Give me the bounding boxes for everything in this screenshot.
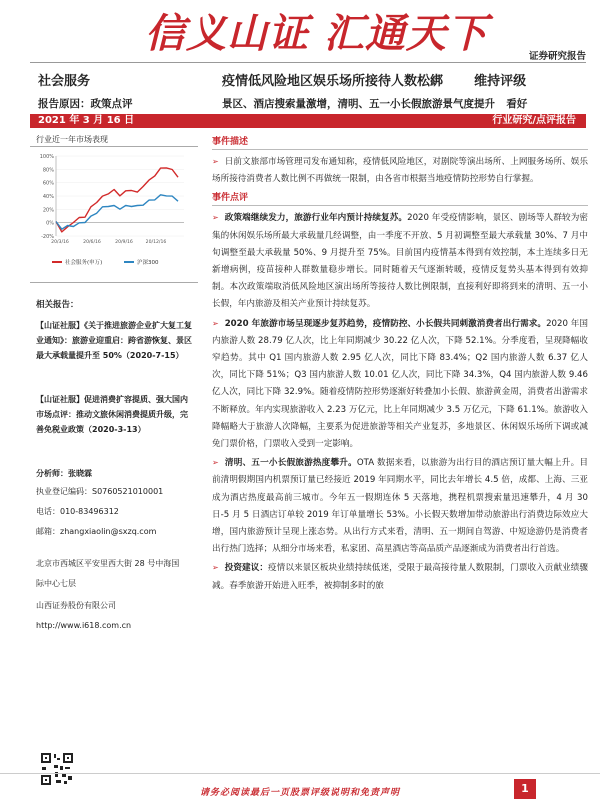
y-tick-label: 20%	[42, 207, 54, 214]
header-divider	[30, 62, 586, 63]
y-tick-label: 40%	[42, 194, 54, 200]
sidebar-divider	[30, 282, 198, 283]
paragraph-1	[212, 209, 588, 313]
related-tag: 【山证社服】	[36, 395, 84, 404]
performance-chart	[32, 148, 192, 273]
report-date: 2021 年 3 月 16 日	[38, 115, 135, 126]
y-tick-label: 80%	[42, 167, 54, 174]
x-tick-label: 20/6/16	[83, 240, 101, 245]
bullet-icon: ➢	[212, 563, 219, 573]
x-tick-label: 20/3/16	[51, 240, 69, 245]
para-lead: 投资建议：	[224, 563, 269, 574]
event-text: 日前文旅部市场管理司发布通知称，疫情低风险地区，对剧院等演出场所、上网服务场所、娱乐场所接待消费者人数比例不再做统一限制，由各省市根据当地疫情防控形势自行掌握。	[212, 157, 588, 185]
related-tag: 【山证社服】	[36, 321, 84, 330]
bullet-icon: ➢	[212, 458, 219, 468]
outlook: 看好	[506, 98, 528, 110]
analyst-phone: 电话：010-83496312	[36, 507, 119, 516]
related-head: 相关报告：	[36, 300, 79, 310]
address-line-1: 北京市西城区平安里西大街 28 号中海国	[36, 559, 180, 568]
report-type: 证券研究报告	[528, 51, 586, 62]
bullet-icon: ➢	[212, 157, 219, 166]
y-tick-label: 60%	[42, 180, 54, 187]
disclaimer-text: 请务必阅读最后一页股票评级说明和免责声明	[200, 788, 401, 798]
company-website[interactable]: http://www.i618.com.cn	[36, 621, 132, 630]
para-text: 2020 年受疫情影响，景区、剧场等人群较为密集的休闲娱乐场所最大承载量几经调整，由一季度不开放、5 月初调整至最大承载量 30%、7 月中旬调整至最大承载量 50%、9 月提升至 75%。目前国内疫情基本得到有效控制，本土连续多日无新增病例，疫苗接种人群数量稳步增长。同时随着天气逐渐转暖，疫情反复势头基本得到有效抑制。本次政策端取消低风险地区演出场所等接待人数比例限制，直接利好即将到来的清明、五一小长假，年内旅游及相关产业预计持续复苏。	[212, 213, 588, 310]
para-lead: 政策端继续发力，旅游行业年内预计持续复苏。	[224, 213, 408, 224]
y-tick-label: 0%	[46, 220, 54, 227]
report-subtitle	[222, 96, 527, 111]
bullet-icon: ➢	[212, 318, 219, 328]
analyst-name: 分析师：张晓霖	[36, 469, 92, 478]
series-line-index	[56, 195, 178, 229]
related-text: 促进消费扩容提质、强大国内市场点评：推动文旅休闲消费提质升级，完善免税业政策（2020-3-13）	[36, 395, 188, 434]
analyst-license: 执业登记编码：S0760521010001	[36, 487, 164, 496]
report-category: 行业研究/点评报告	[492, 115, 576, 126]
report-reason: 报告原因：政策点评	[38, 98, 133, 110]
y-tick-label: 100%	[39, 154, 54, 160]
brand-logo: 信义山证 汇通天下	[145, 10, 488, 57]
x-tick-label: 20/9/16	[115, 240, 133, 245]
footer-divider	[0, 773, 600, 774]
paragraph-4	[212, 559, 588, 594]
rating: 维持评级	[474, 74, 527, 89]
legend-label: 沪深300	[137, 260, 159, 266]
sidebar-divider	[30, 146, 198, 147]
y-tick-label: -20%	[41, 234, 54, 240]
paragraph-2	[212, 315, 588, 454]
address-line-2: 际中心七层	[36, 579, 76, 588]
page-number: 1	[514, 779, 536, 799]
x-tick-label: 20/12/16	[145, 240, 167, 245]
perf-title: 行业近一年市场表现	[36, 135, 108, 144]
qr-code-icon	[40, 752, 74, 786]
para-text: 2020 年国内旅游人数 28.79 亿人次，比上年同期减少 30.22 亿人次，下降 52.1%。分季度看，呈现降幅收窄趋势。其中 Q1 国内旅游人数 2.95 亿人次，同比下降 83.4%；Q2 国内旅游人数 6.37 亿人次，同比下降 51%；Q3 国内旅游人数 10.01 亿人次，同比下降 34.3%，Q4 国内旅游人数 9.46 亿人次，同比下降 32.9%。随着疫情防控形势逐渐好转叠加小长假、旅游黄金周，消费者出游需求不断释放。年内实现旅游收入 2.23 万亿元，比上年同期减少 3.5 万亿元，下降 61.1%。旅游收入降幅略大于旅游人次降幅，主要系为促进旅游等相关产业复苏，多地景区、休闲娱乐场所下调或减免门票价格，门票收入受到一定影响。	[212, 318, 588, 450]
para-lead: 清明、五一小长假旅游热度攀升。	[224, 458, 357, 469]
related-text: 《关于推进旅游企业扩大复工复业通知》：旅游业迎重启：跨省游恢复、景区最大承载量提升至 50%（2020-7-15）	[36, 321, 192, 360]
comment-heading: 事件点评	[212, 190, 588, 206]
company-name: 山西证券股份有限公司	[36, 601, 116, 610]
sector-name: 社会服务	[38, 74, 91, 89]
para-text: OTA 数据来看，以旅游为出行目的酒店预订量大幅上升。目前清明假期国内机票预订量已经接近 2019 年同期水平，同比去年增长 4.5 倍，成都、上海、三亚成为酒店热度最高前三城市。今年五一假期连休 5 天落地，携程机票搜索量迅速攀升，4 月 30 日-5 月 5 日酒店订单较 2019 年订单量增长 53%。小长假天数增加带动旅游出行消费边际效应大增，国内旅游预计呈现上涨态势。从出行方式来看，清明、五一期间自驾游、中短途游仍是消费者出行热门选择；从细分市场来看，私家团、高星酒店等高品质产品逐渐成为消费者出行首选。	[212, 458, 588, 555]
report-title	[222, 70, 526, 89]
main-content	[212, 134, 588, 596]
subtitle-text: 景区、酒店搜索量激增，清明、五一小长假旅游景气度提升	[222, 98, 495, 110]
date-bar	[30, 114, 586, 128]
title-text: 疫情低风险地区娱乐场所接待人数松綁	[222, 74, 444, 89]
paragraph-3	[212, 454, 588, 558]
legend-label: 社会服务(申万)	[65, 260, 103, 266]
para-text: 疫情以来景区板块业绩持续低迷，受限于最高接待量人数限制，门票收入贡献业绩骤减。春季旅游开始进入旺季，被抑制多时的旅	[212, 563, 588, 591]
event-heading: 事件描述	[212, 134, 588, 150]
related-report-2	[36, 392, 194, 437]
bullet-icon: ➢	[212, 213, 219, 223]
series-line-industry	[56, 168, 178, 232]
para-lead: 2020 年旅游市场呈现逐步复苏趋势，疫情防控、小长假共同刺激消费者出行需求。	[224, 318, 547, 329]
analyst-email: 邮箱：zhangxiaolin@sxzq.com	[36, 527, 157, 536]
event-paragraph	[212, 153, 588, 188]
related-report-1	[36, 318, 194, 363]
